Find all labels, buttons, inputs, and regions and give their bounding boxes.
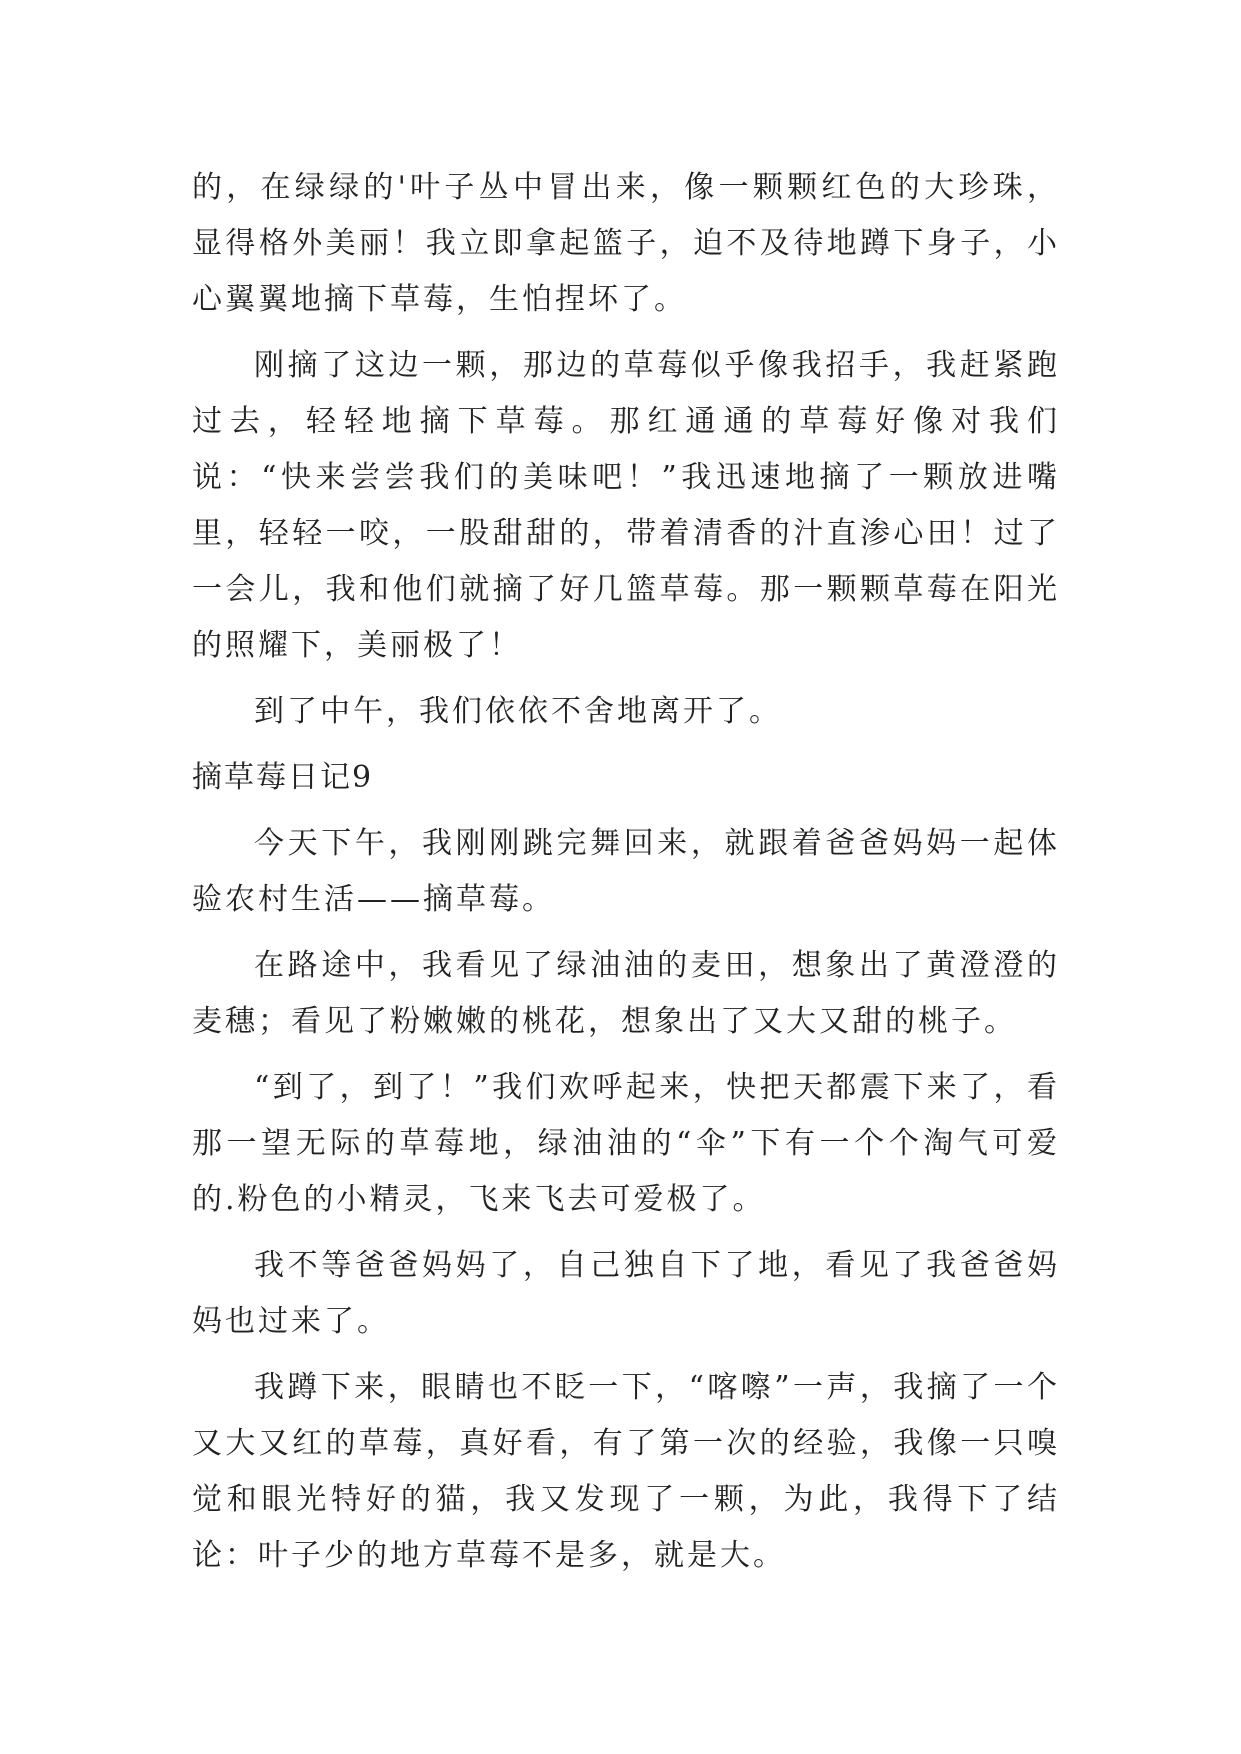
- paragraph: 的，在绿绿的'叶子丛中冒出来，像一颗颗红色的大珍珠，显得格外美丽！我立即拿起篮子，迫不及待地蹲下身子，小心翼翼地摘下草莓，生怕捏坏了。: [192, 170, 1060, 317]
- paragraph: “到了，到了！”我们欢呼起来，快把天都震下来了，看那一望无际的草莓地，绿油油的“伞”下有一个个淘气可爱的.粉色的小精灵，飞来飞去可爱极了。: [192, 1070, 1060, 1217]
- paragraph: 到了中午，我们依依不舍地离开了。: [254, 694, 782, 729]
- paragraph: 我不等爸爸妈妈了，自己独自下了地，看见了我爸爸妈妈也过来了。: [192, 1248, 1060, 1339]
- paragraph: 刚摘了这边一颗，那边的草莓似乎像我招手，我赶紧跑过去，轻轻地摘下草莓。那红通通的草莓好像对我们说：“快来尝尝我们的美味吧！”我迅速地摘了一颗放进嘴里，轻轻一咬，一股甜甜的，带着清香的汁直渗心田！过了一会儿，我和他们就摘了好几篮草莓。那一颗颗草莓在阳光的照耀下，美丽极了！: [192, 348, 1060, 663]
- paragraph: 在路途中，我看见了绿油油的麦田，想象出了黄澄澄的麦穗；看见了粉嫩嫩的桃花，想象出了又大又甜的桃子。: [192, 948, 1060, 1039]
- document-body: [192, 160, 1060, 1594]
- paragraph: 我蹲下来，眼睛也不眨一下，“喀嚓”一声，我摘了一个又大又红的草莓，真好看，有了第一次的经验，我像一只嗅觉和眼光特好的猫，我又发现了一颗，为此，我得下了结论：叶子少的地方草莓不是多，就是大。: [192, 1370, 1060, 1573]
- paragraph: 今天下午，我刚刚跳完舞回来，就跟着爸爸妈妈一起体验农村生活——摘草莓。: [192, 826, 1060, 917]
- section-heading: 摘草莓日记9: [192, 760, 374, 795]
